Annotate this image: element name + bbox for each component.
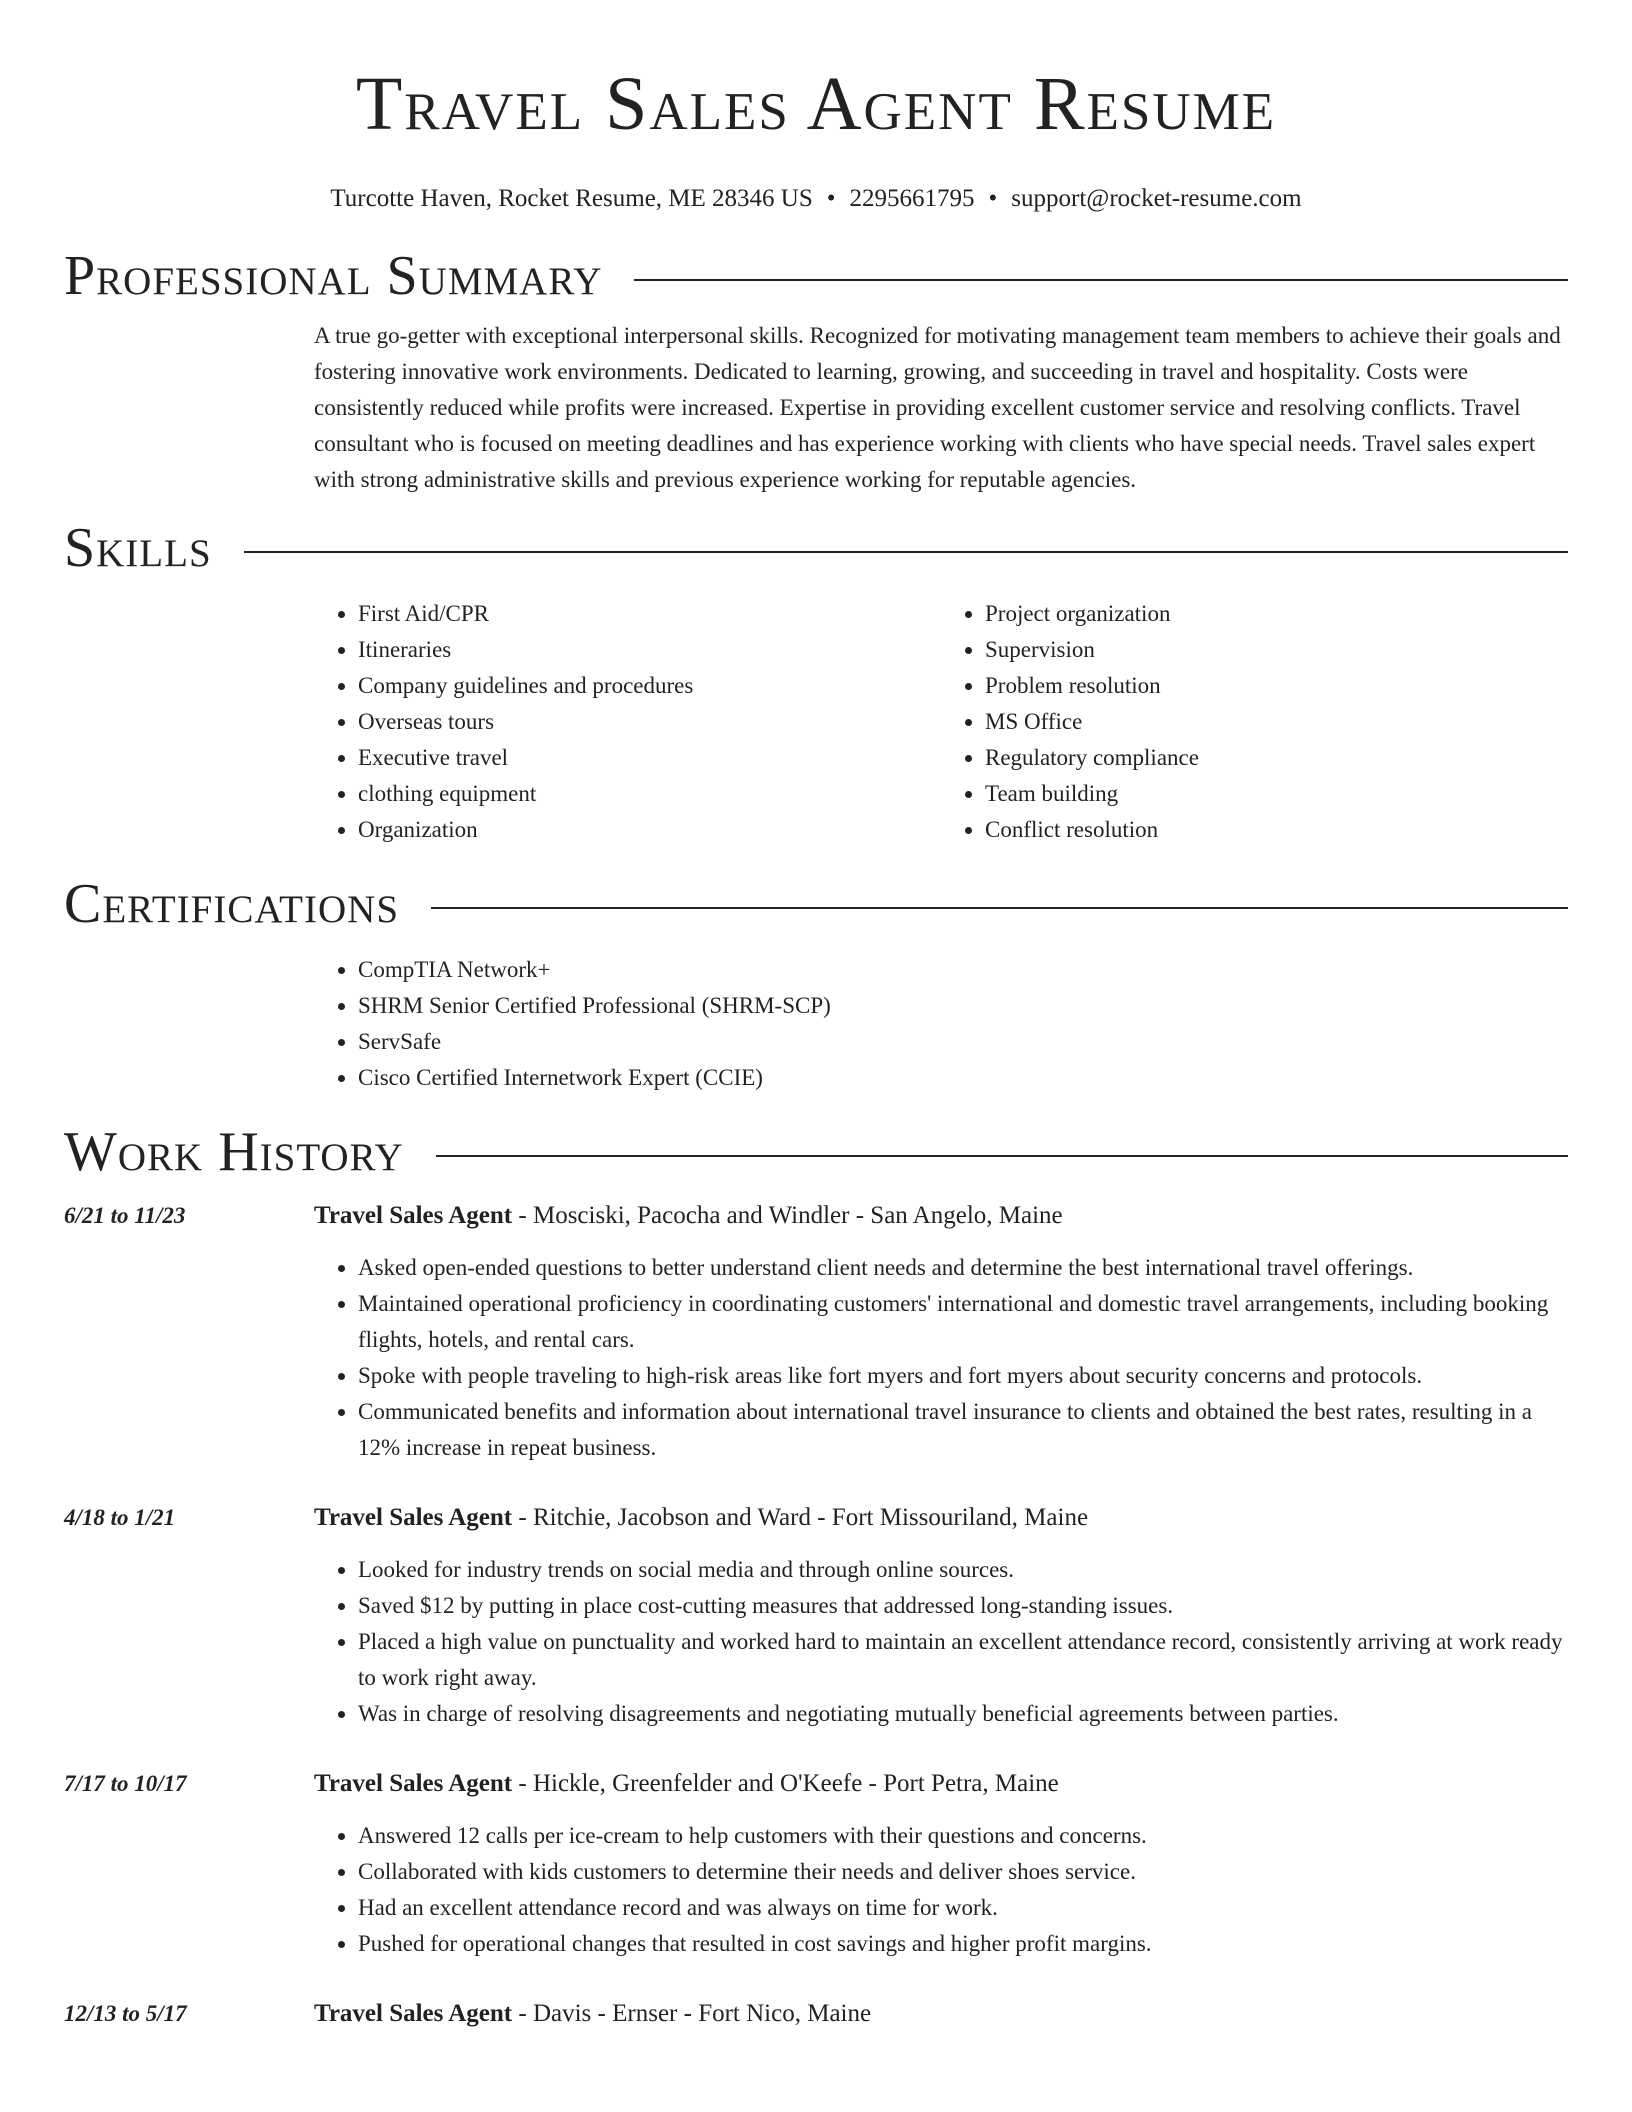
skills-column-left — [314, 596, 941, 848]
certification-item: • Cisco Certified Internetwork Expert (CCIE) — [358, 1060, 1568, 1096]
skill-item: • Project organization — [985, 596, 1568, 632]
job-company: - Mosciski, Pacocha and Windler - San Angelo, Maine — [512, 1202, 1063, 1229]
certification-item: • ServSafe — [358, 1024, 1568, 1060]
job-title: Travel Sales Agent — [314, 1504, 513, 1531]
contact-email: support@rocket-resume.com — [1011, 185, 1302, 212]
skills-section-heading — [64, 516, 1568, 580]
certification-item: • SHRM Senior Certified Professional (SHRM-SCP) — [358, 988, 1568, 1024]
skill-item: • Overseas tours — [358, 704, 941, 740]
job-bullet: • Communicated benefits and information about international travel insurance to clients and obtained the best rates, resulting in a 12% increase in repeat business. — [358, 1394, 1568, 1466]
job-details — [314, 1996, 1568, 2032]
skill-item: • First Aid/CPR — [358, 596, 941, 632]
job-entry — [64, 1198, 1568, 1466]
job-bullet: • Collaborated with kids customers to determine their needs and deliver shoes service. — [358, 1854, 1568, 1890]
job-dates: 12/13 to 5/17 — [64, 2001, 187, 2026]
certifications-list — [314, 952, 1568, 1096]
job-entry — [64, 1766, 1568, 1962]
job-headline — [314, 1500, 1568, 1536]
skills-heading: Skills — [64, 517, 212, 579]
job-entry — [64, 1500, 1568, 1732]
skill-item: • Supervision — [985, 632, 1568, 668]
job-company: - Ritchie, Jacobson and Ward - Fort Missouriland, Maine — [512, 1504, 1089, 1531]
job-bullets — [314, 1552, 1568, 1732]
job-bullet: • Saved $12 by putting in place cost-cutting measures that addressed long-standing issues. — [358, 1588, 1568, 1624]
skill-item: • MS Office — [985, 704, 1568, 740]
contact-separator: • — [826, 185, 836, 212]
section-divider — [244, 551, 1568, 553]
job-bullets — [314, 1250, 1568, 1466]
job-bullets — [314, 1818, 1568, 1962]
job-company: - Davis - Ernser - Fort Nico, Maine — [512, 2000, 872, 2027]
skill-item: • clothing equipment — [358, 776, 941, 812]
work-history-heading: Work History — [64, 1121, 404, 1183]
job-dates: 4/18 to 1/21 — [64, 1505, 176, 1530]
job-bullet: • Pushed for operational changes that resulted in cost savings and higher profit margins. — [358, 1926, 1568, 1962]
job-bullet: • Maintained operational proficiency in coordinating customers' international and domestic travel arrangements, including booking flights, hotels, and rental cars. — [358, 1286, 1568, 1358]
summary-text: A true go-getter with exceptional interpersonal skills. Recognized for motivating management team members to achieve their goals and fostering innovative work environments. Dedicated to learning, growing, and succeeding in travel and hospitality. Costs were consistently reduced while profits were increased. Expertise in providing excellent customer service and resolving conflicts. Travel consultant who is focused on meeting deadlines and has experience working with clients who have special needs. Travel sales expert with strong administrative skills and previous experience working for reputable agencies. — [314, 323, 1561, 492]
job-bullet: • Answered 12 calls per ice-cream to help customers with their questions and concerns. — [358, 1818, 1568, 1854]
skill-item: • Problem resolution — [985, 668, 1568, 704]
job-company: - Hickle, Greenfelder and O'Keefe - Port Petra, Maine — [512, 1770, 1059, 1797]
skill-item: • Itineraries — [358, 632, 941, 668]
contact-phone: 2295661795 — [849, 185, 975, 212]
contact-line — [64, 184, 1568, 214]
job-bullet: • Had an excellent attendance record and was always on time for work. — [358, 1890, 1568, 1926]
skill-item: • Team building — [985, 776, 1568, 812]
job-dates: 6/21 to 11/23 — [64, 1203, 186, 1228]
summary-heading: Professional Summary — [64, 245, 603, 307]
certifications-section-heading — [64, 872, 1568, 936]
skill-item: • Organization — [358, 812, 941, 848]
section-divider — [431, 907, 1568, 909]
job-bullet: • Spoke with people traveling to high-risk areas like fort myers and fort myers about security concerns and protocols. — [358, 1358, 1568, 1394]
section-divider — [634, 279, 1568, 281]
job-bullet: • Was in charge of resolving disagreements and negotiating mutually beneficial agreements between parties. — [358, 1696, 1568, 1732]
job-details — [314, 1198, 1568, 1466]
work-history-section-heading — [64, 1120, 1568, 1184]
section-divider — [436, 1155, 1568, 1157]
job-dates: 7/17 to 10/17 — [64, 1771, 187, 1796]
job-headline — [314, 1198, 1568, 1234]
skills-column-right — [941, 596, 1568, 848]
job-entry — [64, 1996, 1568, 2032]
skill-item: • Executive travel — [358, 740, 941, 776]
skill-item: • Conflict resolution — [985, 812, 1568, 848]
job-title: Travel Sales Agent — [314, 1202, 513, 1229]
job-headline — [314, 1766, 1568, 1802]
contact-address: Turcotte Haven, Rocket Resume, ME 28346 US — [330, 185, 813, 212]
job-title: Travel Sales Agent — [314, 1770, 513, 1797]
skills-list — [314, 596, 1568, 848]
certification-item: • CompTIA Network+ — [358, 952, 1568, 988]
job-details — [314, 1500, 1568, 1732]
contact-separator: • — [988, 185, 998, 212]
job-bullet: • Asked open-ended questions to better understand client needs and determine the best international travel offerings. — [358, 1250, 1568, 1286]
resume-page — [64, 0, 1568, 2032]
job-bullet: • Looked for industry trends on social media and through online sources. — [358, 1552, 1568, 1588]
skill-item: • Company guidelines and procedures — [358, 668, 941, 704]
resume-title: Travel Sales Agent Resume — [355, 62, 1277, 146]
certifications-heading: Certifications — [64, 873, 400, 935]
summary-section-heading — [64, 244, 1568, 308]
skill-item: • Regulatory compliance — [985, 740, 1568, 776]
job-headline — [314, 1996, 1568, 2032]
job-details — [314, 1766, 1568, 1962]
job-title: Travel Sales Agent — [314, 2000, 513, 2027]
job-bullet: • Placed a high value on punctuality and worked hard to maintain an excellent attendance record, consistently arriving at work ready to work right away. — [358, 1624, 1568, 1696]
